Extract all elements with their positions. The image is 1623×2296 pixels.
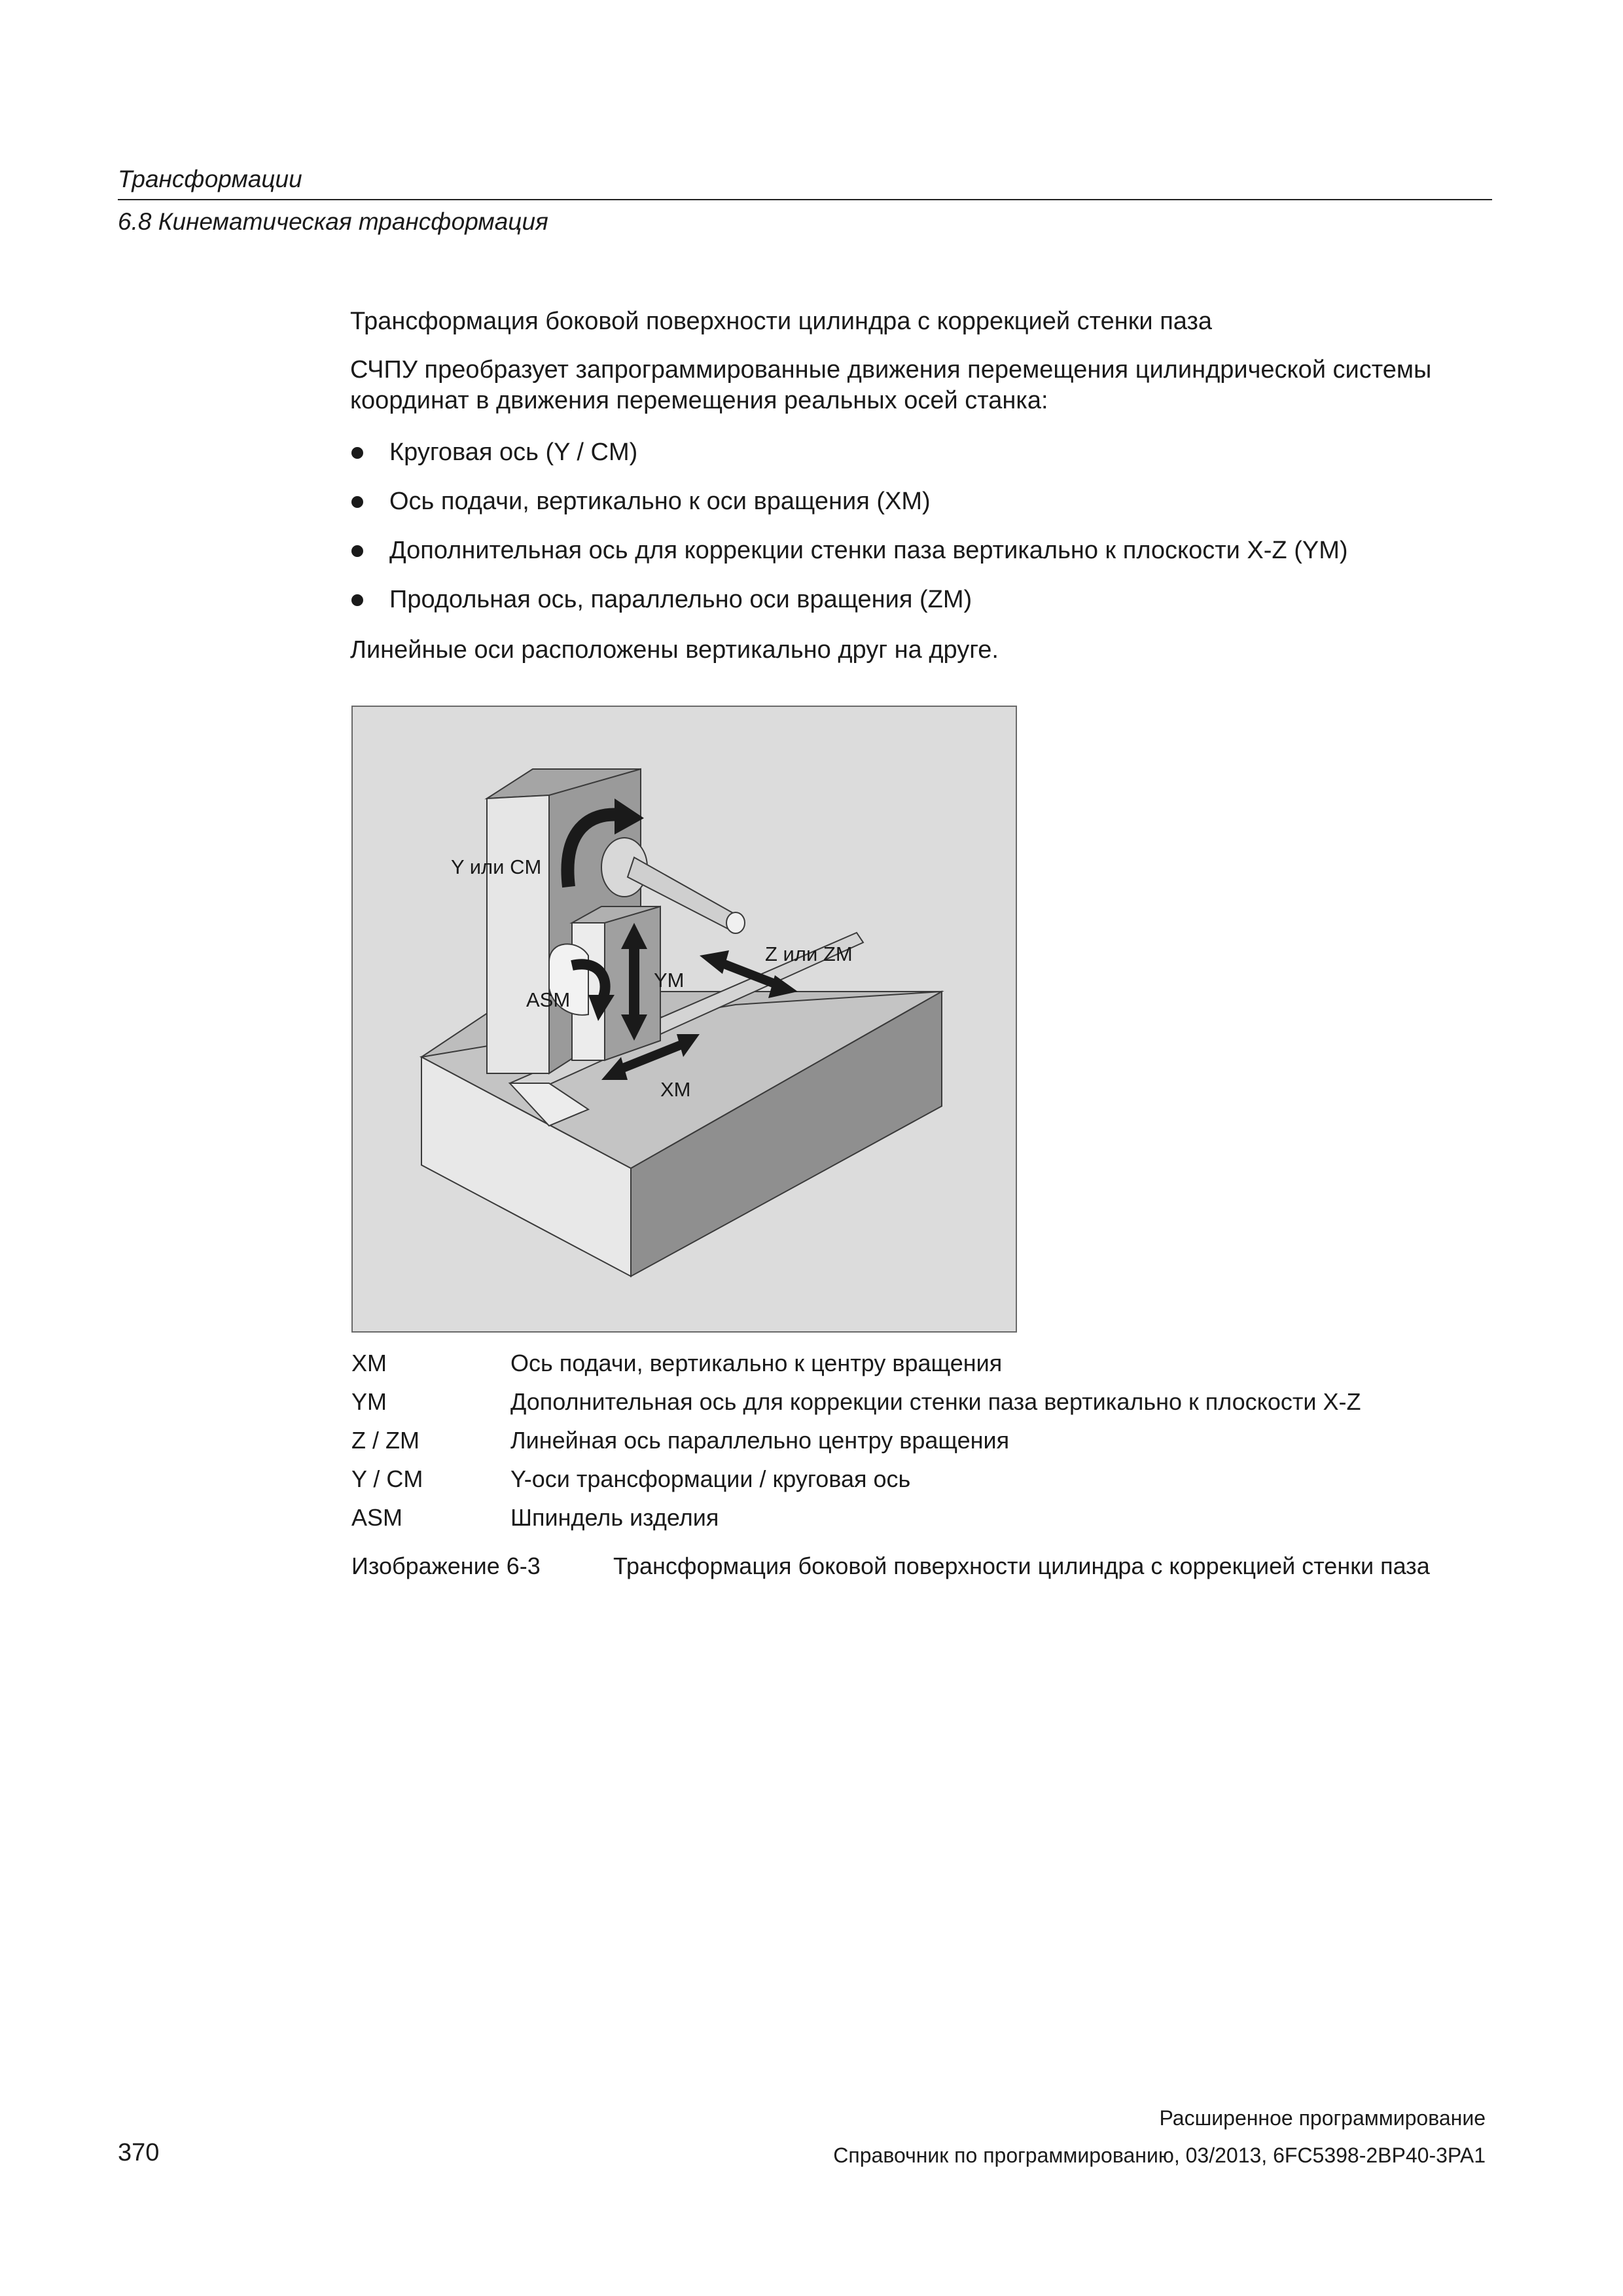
figure-caption-text: Трансформация боковой поверхности цилиндра с коррекцией стенки паза: [613, 1552, 1430, 1579]
legend-key: Y / CM: [351, 1465, 423, 1492]
cylinder-end: [726, 912, 745, 933]
column-front: [487, 795, 549, 1073]
legend-key: Z / ZM: [351, 1427, 419, 1454]
legend-value: Y-оси трансформации / круговая ось: [510, 1465, 911, 1492]
figure-number: Изображение 6-3: [351, 1552, 541, 1579]
bullet-text: Круговая ось (Y / CM): [389, 439, 638, 466]
bullet-text: Дополнительная ось для коррекции стенки паза вертикально к плоскости X-Z (YM): [389, 537, 1348, 564]
page-number: 370: [118, 2139, 160, 2166]
running-header-chapter: Трансформации: [118, 166, 302, 192]
legend-value: Шпиндель изделия: [510, 1504, 719, 1531]
bullet-text: Ось подачи, вертикально к оси вращения (XM): [389, 488, 931, 515]
label-xm: XM: [660, 1078, 691, 1101]
closing-paragraph: Линейные оси расположены вертикально друг на друге.: [350, 636, 999, 664]
bullet-dot-icon: [351, 447, 363, 459]
label-ym: YM: [654, 969, 685, 992]
label-z-zm: Z или ZM: [765, 942, 853, 965]
zm-arrowhead-left-icon: [700, 950, 729, 974]
legend-key: XM: [351, 1350, 387, 1376]
footer-book-title: Расширенное программирование: [1159, 2106, 1486, 2130]
machine-kinematics-figure: [351, 706, 1017, 1333]
intro-paragraph: СЧПУ преобразует запрограммированные движения перемещения цилиндрической системы координат в движения перемещения реальных осей станка:: [350, 356, 1432, 414]
legend-key: ASM: [351, 1504, 403, 1531]
footer-reference: Справочник по программированию, 03/2013, 6FC5398-2BP40-3PA1: [833, 2144, 1486, 2167]
bullet-dot-icon: [351, 496, 363, 508]
bullet-dot-icon: [351, 594, 363, 606]
legend-value: Ось подачи, вертикально к центру вращения: [510, 1350, 1003, 1376]
bullet-text: Продольная ось, параллельно оси вращения (ZM): [389, 586, 972, 613]
legend-value: Линейная ось параллельно центру вращения: [510, 1427, 1010, 1454]
label-y-cm: Y или CM: [451, 855, 542, 878]
bullet-dot-icon: [351, 545, 363, 557]
header-rule: [118, 199, 1492, 200]
label-asm: ASM: [526, 988, 571, 1011]
legend-value: Дополнительная ось для коррекции стенки паза вертикально к плоскости X-Z: [510, 1388, 1361, 1415]
section-title: Трансформация боковой поверхности цилиндра с коррекцией стенки паза: [350, 308, 1213, 335]
legend-key: YM: [351, 1388, 387, 1415]
running-header-section: 6.8 Кинематическая трансформация: [118, 208, 548, 235]
machine-illustration: [353, 707, 1016, 1331]
